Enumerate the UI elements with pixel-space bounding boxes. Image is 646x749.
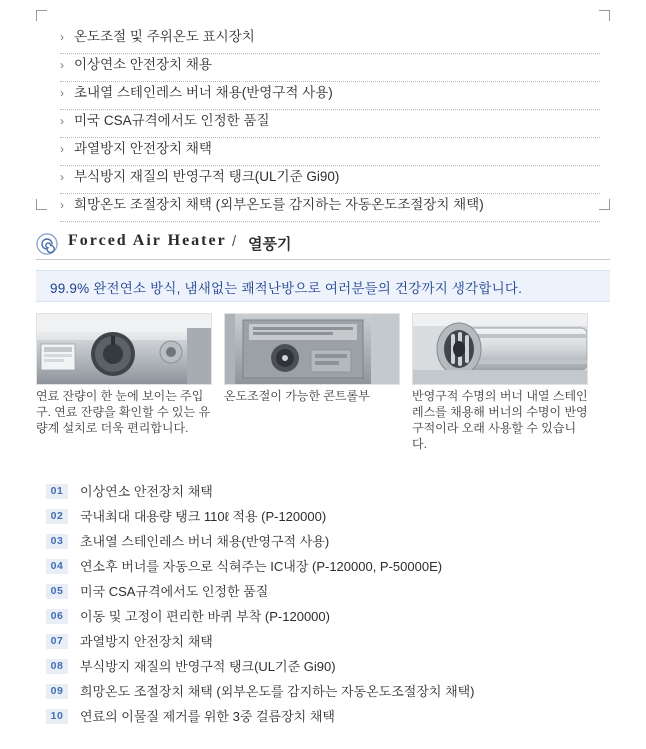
list-item xyxy=(46,507,606,532)
top-feature-label: 과열방지 안전장치 채택 xyxy=(74,141,212,156)
top-feature-item xyxy=(60,54,600,82)
list-item xyxy=(46,582,606,607)
chevron-right-icon: › xyxy=(60,86,64,100)
top-feature-item xyxy=(60,110,600,138)
section-header xyxy=(36,232,610,262)
list-item-label: 이동 및 고정이 편리한 바퀴 부착 (P-120000) xyxy=(80,609,330,624)
section-title-en: Forced Air Heater xyxy=(68,232,227,249)
list-item-label: 미국 CSA규격에서도 인정한 품질 xyxy=(80,584,269,599)
top-feature-label: 이상연소 안전장치 채용 xyxy=(74,57,212,72)
list-item xyxy=(46,557,606,582)
list-item-number: 06 xyxy=(46,609,68,624)
list-item-number: 01 xyxy=(46,484,68,499)
highlight-banner xyxy=(36,270,610,302)
top-feature-item xyxy=(60,138,600,166)
list-item xyxy=(46,632,606,657)
list-item-label: 연료의 이물질 제거를 위한 3중 걸름장치 채택 xyxy=(80,709,335,724)
heater-control-panel-photo xyxy=(224,313,400,385)
chevron-right-icon: › xyxy=(60,114,64,128)
numbered-feature-list xyxy=(46,482,606,732)
chevron-right-icon: › xyxy=(60,30,64,44)
top-feature-label: 희망온도 조절장치 채택 (외부온도를 감지하는 자동온도조절장치 채택) xyxy=(74,197,484,212)
section-divider xyxy=(36,259,610,260)
list-item xyxy=(46,707,606,732)
photo-caption: 온도조절이 가능한 콘트롤부 xyxy=(224,389,370,403)
spiral-icon xyxy=(36,233,58,255)
list-item xyxy=(46,682,606,707)
chevron-right-icon: › xyxy=(60,142,64,156)
list-item-number: 08 xyxy=(46,659,68,674)
photo-caption: 연료 잔량이 한 눈에 보이는 주입구. 연료 잔량을 확인할 수 있는 유량계 설치로 더욱 편리합니다. xyxy=(36,389,211,435)
list-item-number: 10 xyxy=(46,709,68,724)
list-item-label: 초내열 스테인레스 버너 채용(반영구적 사용) xyxy=(80,534,330,549)
heater-burner-photo xyxy=(412,313,588,385)
chevron-right-icon: › xyxy=(60,170,64,184)
section-title-ko: 열풍기 xyxy=(248,236,292,253)
list-item-label: 이상연소 안전장치 채택 xyxy=(80,484,213,499)
list-item-number: 05 xyxy=(46,584,68,599)
list-item-number: 04 xyxy=(46,559,68,574)
list-item-number: 03 xyxy=(46,534,68,549)
section-title-separator: / xyxy=(232,233,237,250)
top-feature-label: 미국 CSA규격에서도 인정한 품질 xyxy=(74,113,270,128)
list-item-label: 부식방지 재질의 반영구적 탱크(UL기준 Gi90) xyxy=(80,659,336,674)
corner-mark-bottom-right xyxy=(599,199,610,210)
top-feature-box xyxy=(36,10,610,210)
product-photo-row xyxy=(36,313,610,383)
corner-mark-top-left xyxy=(36,10,47,21)
corner-mark-bottom-left xyxy=(36,199,47,210)
top-feature-label: 초내열 스테인레스 버너 채용(반영구적 사용) xyxy=(74,85,333,100)
chevron-right-icon: › xyxy=(60,198,64,212)
list-item-label: 국내최대 대용량 탱크 110ℓ 적용 (P-120000) xyxy=(80,509,327,524)
photo-caption: 반영구적 수명의 버너 내열 스테인레스를 채용해 버너의 수명이 반영구적이라 오래 사용할 수 있습니다. xyxy=(412,389,588,451)
list-item xyxy=(46,607,606,632)
top-feature-label: 부식방지 재질의 반영구적 탱크(UL기준 Gi90) xyxy=(74,169,340,184)
list-item-label: 연소후 버너를 자동으로 식혀주는 IC내장 (P-120000, P-50000E) xyxy=(80,559,443,574)
top-feature-list xyxy=(60,26,600,222)
chevron-right-icon: › xyxy=(60,58,64,72)
list-item-number: 02 xyxy=(46,509,68,524)
top-feature-item xyxy=(60,82,600,110)
list-item xyxy=(46,482,606,507)
list-item-label: 과열방지 안전장치 채택 xyxy=(80,634,213,649)
list-item xyxy=(46,532,606,557)
list-item xyxy=(46,657,606,682)
heater-fuel-gauge-photo xyxy=(36,313,212,385)
list-item-number: 09 xyxy=(46,684,68,699)
corner-mark-top-right xyxy=(599,10,610,21)
list-item-number: 07 xyxy=(46,634,68,649)
top-feature-item xyxy=(60,194,600,222)
list-item-label: 희망온도 조절장치 채택 (외부온도를 감지하는 자동온도조절장치 채택) xyxy=(80,684,475,699)
top-feature-item xyxy=(60,26,600,54)
top-feature-item xyxy=(60,166,600,194)
top-feature-label: 온도조절 및 주위온도 표시장치 xyxy=(74,29,255,44)
banner-text: 99.9% 완전연소 방식, 냄새없는 쾌적난방으로 여러분들의 건강까지 생각합니다. xyxy=(50,281,523,296)
